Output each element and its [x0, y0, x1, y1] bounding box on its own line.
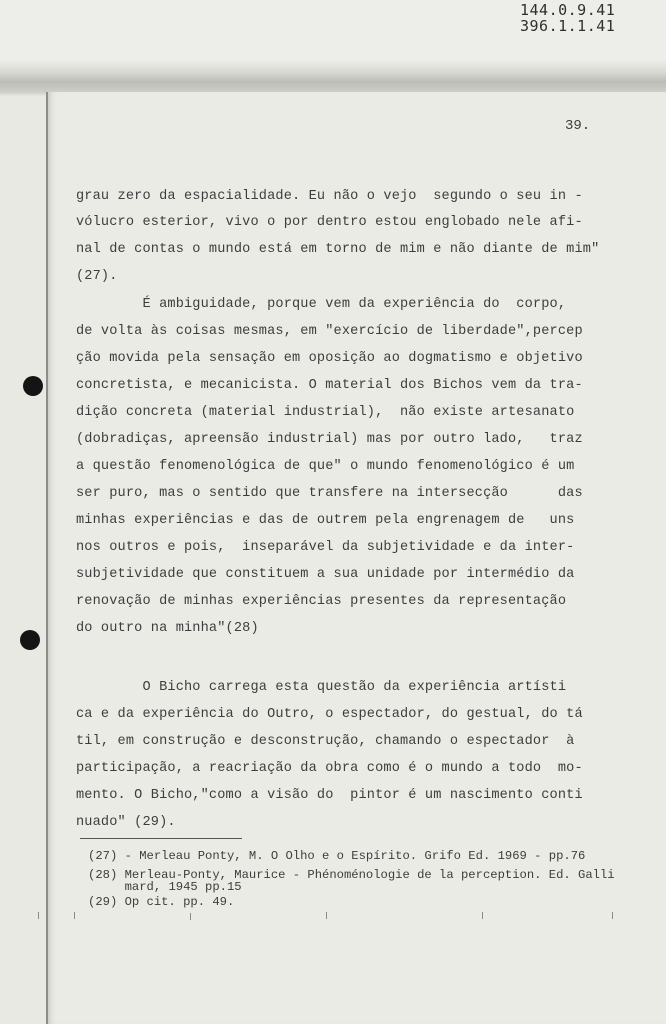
margin-mark — [38, 912, 39, 919]
text-line: subjetividade que constituem a sua unidade por intermédio da — [76, 567, 575, 582]
text-line: vólucro esterior, vivo o por dentro estou englobado nele afi- — [76, 215, 583, 230]
text-line: nos outros e pois, inseparável da subjetividade e da inter- — [76, 540, 575, 555]
page-number: 39. — [565, 118, 591, 134]
text-line: do outro na minha"(28) — [76, 621, 259, 636]
text-line: dição concreta (material industrial), não existe artesanato — [76, 405, 575, 420]
margin-mark — [482, 912, 483, 919]
text-line: ser puro, mas o sentido que transfere na intersecção das — [76, 486, 583, 501]
margin-mark — [612, 912, 613, 919]
archive-codes — [520, 2, 660, 34]
text-line: renovação de minhas experiências presentes da representação — [76, 594, 567, 609]
text-line: a questão fenomenológica de que" o mundo fenomenológico é um — [76, 459, 575, 474]
archive-code-1: 144.0.9.41 — [520, 1, 616, 19]
text-line: de volta às coisas mesmas, em "exercício de liberdade",percep — [76, 324, 583, 339]
text-line: O Bicho carrega esta questão da experiência artísti — [76, 680, 567, 695]
text-line: nuado" (29). — [76, 815, 176, 830]
archive-code-2: 396.1.1.41 — [520, 17, 616, 35]
margin-mark — [326, 912, 327, 919]
footnote: (29) Op cit. pp. 49. — [88, 895, 235, 909]
text-line: ca e da experiência do Outro, o espectador, do gestual, do tá — [76, 707, 583, 722]
text-line: participação, a reacriação da obra como é o mundo a todo mo- — [76, 761, 583, 776]
footnote-divider — [80, 838, 242, 839]
text-line: mento. O Bicho,"como a visão do pintor é um nascimento conti — [76, 788, 583, 803]
text-line: concretista, e mecanicista. O material dos Bichos vem da tra- — [76, 378, 583, 393]
footnote: (27) - Merleau Ponty, M. O Olho e o Espírito. Grifo Ed. 1969 - pp.76 — [88, 849, 586, 863]
text-line: (dobradiças, apreensão industrial) mas por outro lado, traz — [76, 432, 583, 447]
text-line: nal de contas o mundo está em torno de mim e não diante de mim" — [76, 242, 600, 257]
text-line: til, em construção e desconstrução, chamando o espectador à — [76, 734, 575, 749]
footnote: (28) Merleau-Ponty, Maurice - Phénoménologie de la perception. Ed. Galli — [88, 868, 615, 882]
margin-mark — [74, 912, 75, 919]
text-line: É ambiguidade, porque vem da experiência do corpo, — [76, 297, 567, 312]
text-line: grau zero da espacialidade. Eu não o vejo segundo o seu in - — [76, 189, 583, 204]
margin-mark — [190, 913, 191, 920]
text-line: minhas experiências e das de outrem pela engrenagem de uns — [76, 513, 575, 528]
binder-hole-icon — [20, 630, 40, 650]
text-line: ção movida pela sensação em oposição ao dogmatismo e objetivo — [76, 351, 583, 366]
text-line: (27). — [76, 269, 118, 284]
binder-hole-icon — [23, 376, 43, 396]
footnote: mard, 1945 pp.15 — [88, 880, 242, 894]
